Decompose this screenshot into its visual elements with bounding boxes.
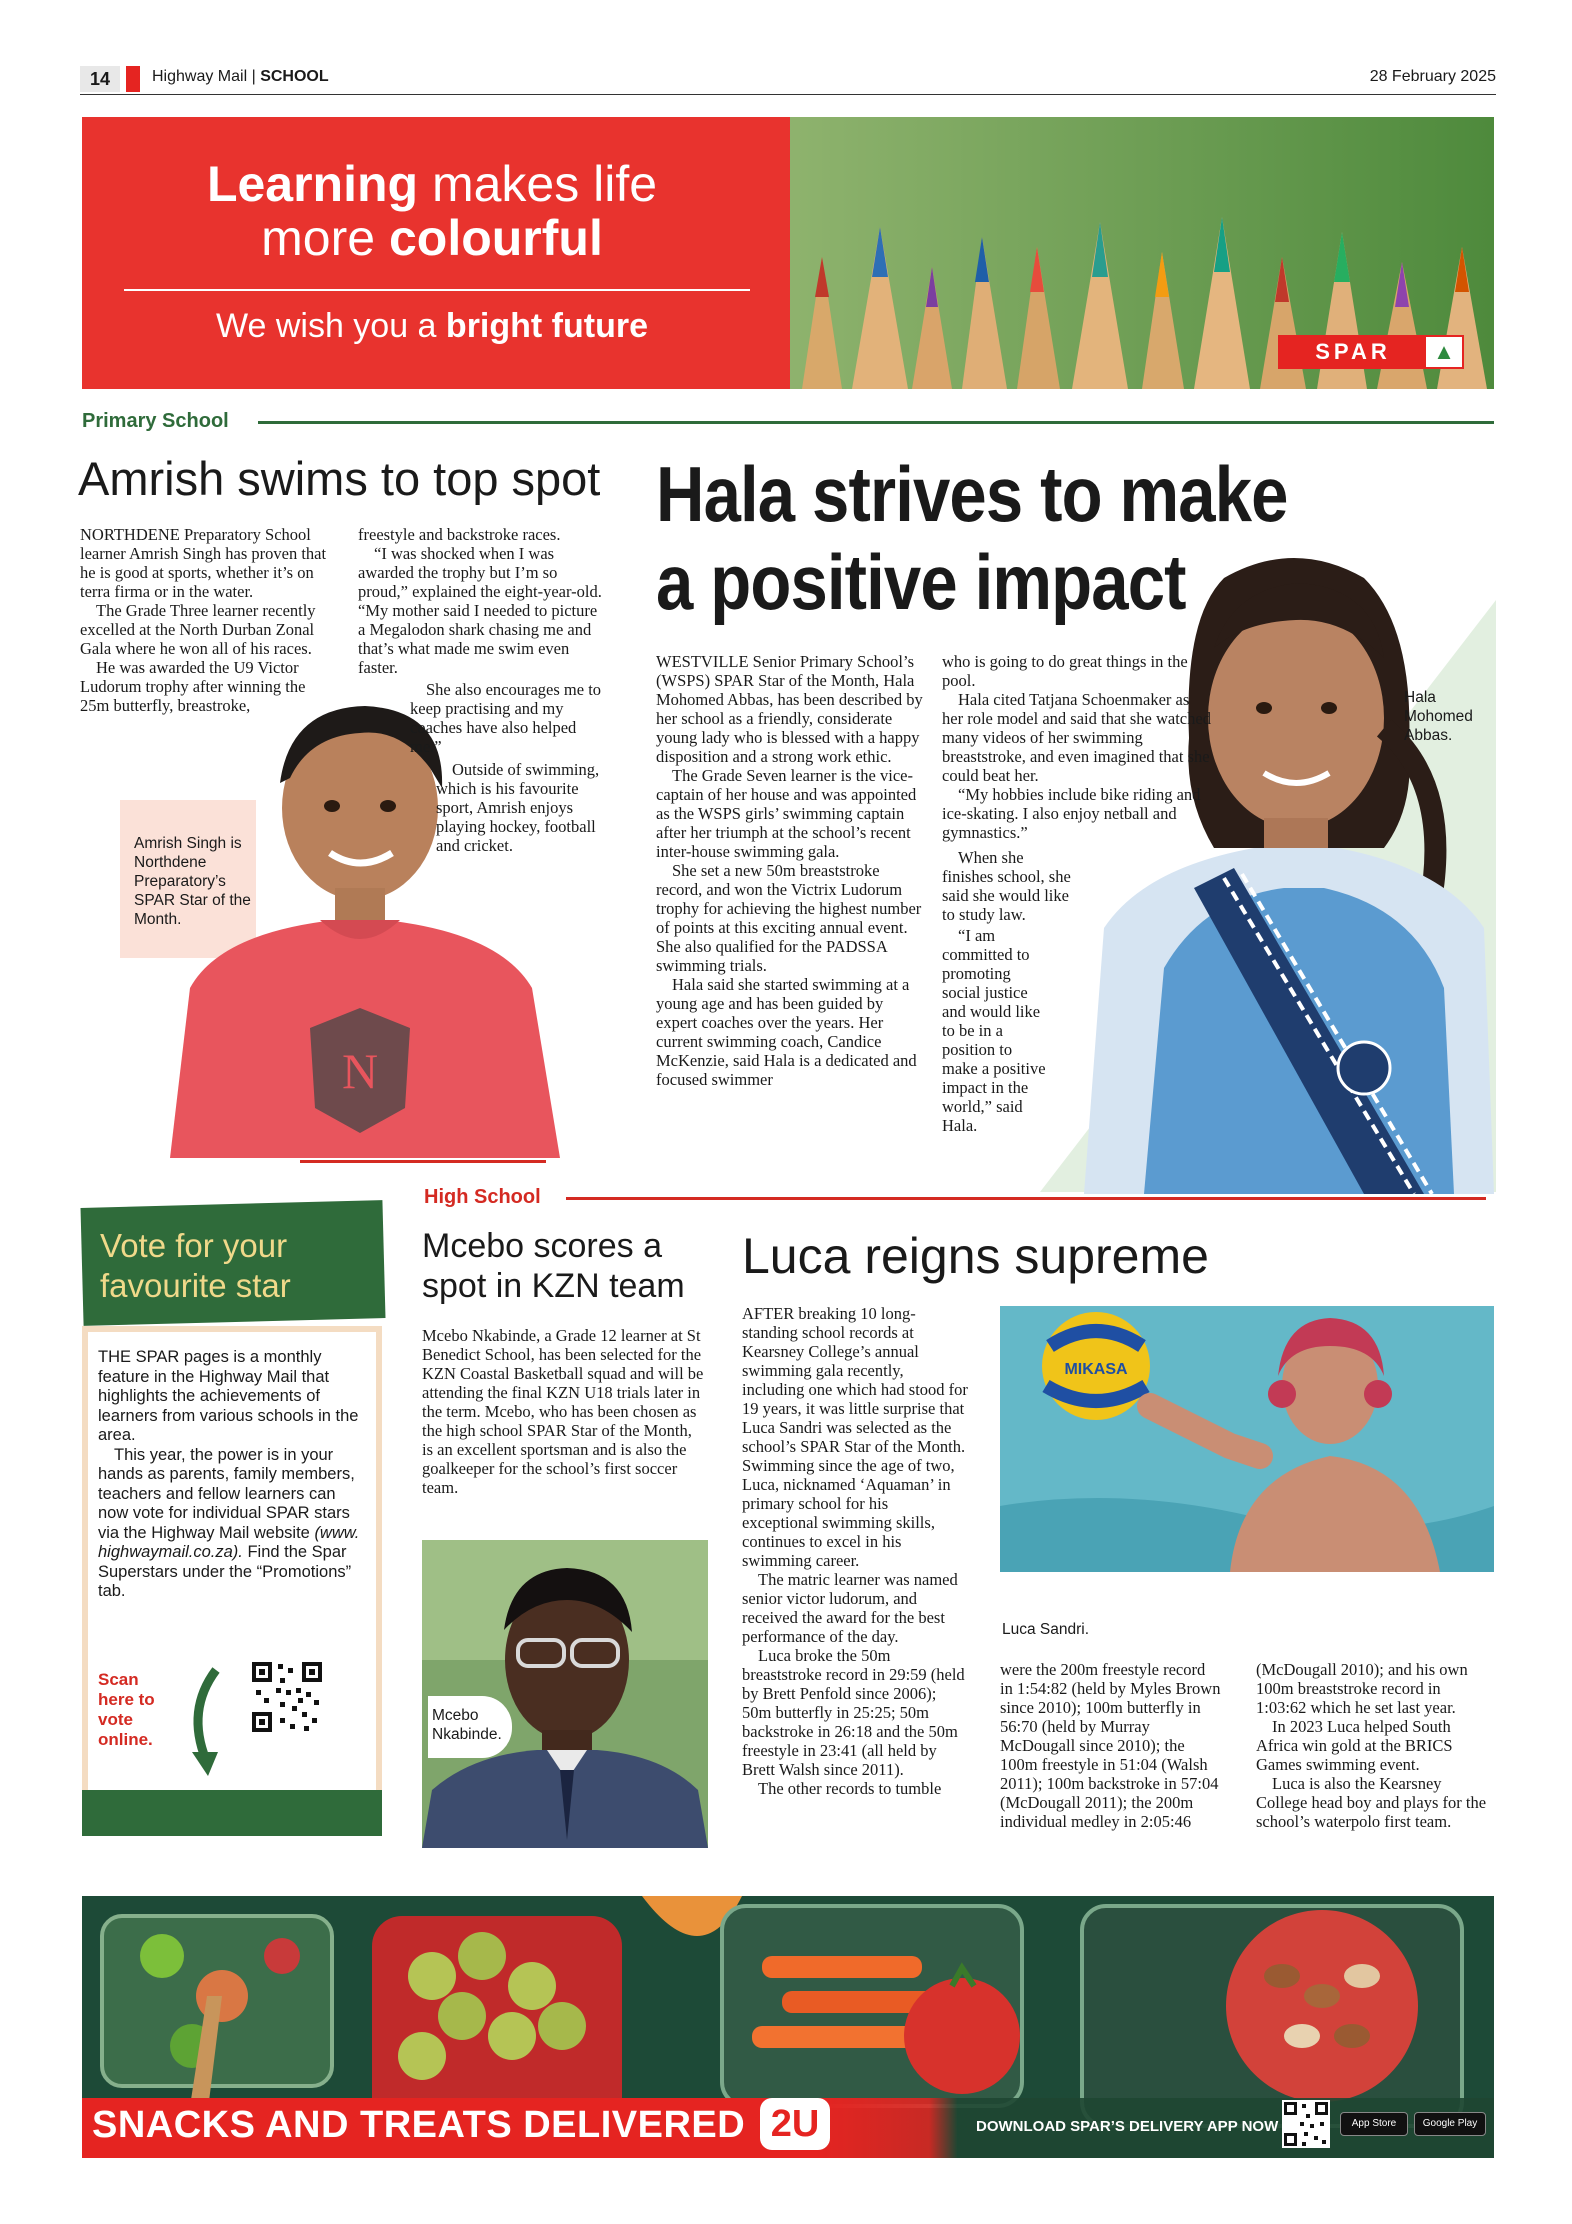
mcebo-photo [422, 1540, 708, 1848]
vote-para2 [98, 1446, 368, 1602]
vote-para2-b: Find the Spar Superstars under the “Promotions” tab. [98, 1543, 352, 1600]
amrish-col2-cont [410, 680, 606, 756]
spar-tree-icon: ▲ [1433, 339, 1455, 364]
banner-sub-bold: bright future [445, 307, 648, 345]
hala-col2-narrow [942, 848, 1072, 924]
spar-logo-text: SPAR [1280, 337, 1426, 367]
vote-para2-a: This year, the power is in your hands as parents, family members, teachers and fellow learners can now vote for individual SPAR stars via the Highway Mail website [98, 1445, 355, 1542]
vote-box-footer [82, 1790, 382, 1836]
amrish-p5: “I was shocked when I was awarded the trophy but I’m so proud,” explained the eight-year-old. “My mother said I needed to picture a Megalodon shark chasing me and that’s what made me swim even faster. [358, 544, 602, 677]
luca-photo [1000, 1306, 1494, 1572]
luca-p2: The matric learner was named senior victor ludorum, and received the award for the best performance of the day. [742, 1570, 958, 1646]
luca-col2 [1000, 1660, 1222, 1831]
banner-line1-rest: makes life [418, 156, 658, 212]
vote-qr-code[interactable] [250, 1660, 324, 1734]
section-label-high: High School [424, 1186, 541, 1208]
banner-subline [122, 307, 742, 346]
amrish-headline: Amrish swims to top spot [78, 452, 601, 505]
google-play-button[interactable]: Google Play [1414, 2112, 1486, 2136]
luca-p3: Luca broke the 50m breaststroke record in 29:59 (held by Brett Penfold since 2006); 50m butterfly in 25:25; 50m backstroke in 26:18 and the 50m freestyle in 23:41 (all held by Brett Walsh since 2011). [742, 1646, 965, 1779]
app-store-button[interactable]: App Store [1340, 2112, 1408, 2136]
vote-body [98, 1348, 368, 1602]
amrish-col2-end [436, 760, 606, 855]
spar-banner-ad[interactable] [82, 117, 1494, 389]
app-qr-code[interactable] [1282, 2100, 1330, 2148]
luca-p5: were the 200m freestyle record in 1:54:82 (held by Myles Brown since 2010); 100m butterfly in 56:70 (held by Murray McDougall since 2010); the 100m freestyle in 51:04 (Walsh 2011); 100m backstroke in 57:04 (McDougall 2011); the 200m individual medley in 2:05:46 [1000, 1660, 1221, 1831]
hala-p9: “I am committed to promoting social justice and would like to be in a position to make a positive impact in the world,” said Hala. [942, 926, 1046, 1135]
amrish-p6: She also encourages me to keep practising and my coaches have also helped me.” [410, 680, 602, 756]
section-rule-primary [258, 421, 1494, 424]
banner-line2-bold: colourful [388, 210, 603, 266]
publication-name: Highway Mail [152, 68, 248, 85]
page-marker [126, 66, 140, 92]
hala-col2-end [942, 926, 1050, 1135]
spar-logo [1278, 335, 1464, 369]
luca-col3 [1256, 1660, 1492, 1831]
page-number: 14 [80, 66, 120, 92]
hala-col1 [656, 652, 928, 1089]
mcebo-headline: Mcebo scores a spot in KZN team [422, 1227, 685, 1305]
amrish-p3: He was awarded the U9 Victor Ludorum trophy after winning the 25m butterfly, breastroke, [80, 658, 306, 715]
banner-line2-rest: more [261, 210, 389, 266]
luca-p8: Luca is also the Kearsney College head boy and plays for the school’s waterpolo first team. [1256, 1774, 1487, 1831]
2u-badge: 2U [760, 2098, 830, 2150]
luca-p1: AFTER breaking 10 long-standing school records at Kearsney College’s annual swimming gala recently, including one which had stood for 19 years, it was little surprise that Luca Sandri was selected as the school’s SPAR Star of the Month. Swimming since the age of two, Luca, nicknamed ‘Aquaman’ in primary school for his exceptional swimming skills, continues to excel in his swimming career. [742, 1304, 968, 1570]
ball-text: MIKASA [1064, 1361, 1128, 1378]
issue-date: 28 February 2025 [1369, 68, 1496, 85]
hala-p7: “My hobbies include bike riding and ice-skating. I also enjoy netball and gymnastics.” [942, 785, 1201, 842]
luca-p7: In 2023 Luca helped South Africa win gold at the BRICS Games swimming event. [1256, 1717, 1453, 1774]
amrish-p1: NORTHDENE Preparatory School learner Amrish Singh has proven that he is good at sports, whether it’s on terra firma or in the water. [80, 525, 327, 601]
vote-link[interactable]: (www. highwaymail.co.za). [98, 1523, 360, 1561]
mcebo-caption: Mcebo Nkabinde. [432, 1707, 502, 1743]
hala-p5: who is going to do great things in the pool. [942, 652, 1188, 690]
amrish-col2 [358, 525, 606, 677]
mcebo-p1: Mcebo Nkabinde, a Grade 12 learner at St Benedict School, has been selected for the KZN Coastal Basketball squad and will be attending the final KZN U18 trials later in the term. Mcebo, who has been chosen as the high school SPAR Star of the Month, is an excellent sportsman and is also the goalkeeper for the school’s first soccer team. [422, 1326, 704, 1497]
hala-p8: When she finishes school, she said she would like to study law. [942, 848, 1071, 924]
vote-para1: THE SPAR pages is a monthly feature in the Highway Mail that highlights the achievements of learners from various schools in the area. [98, 1348, 359, 1444]
amrish-col1 [80, 525, 328, 715]
hala-p2: The Grade Seven learner is the vice-captain of her house and was appointed as the WSPS girls’ swimming captain after her triumph at the school’s recent inter-house swimming gala. [656, 766, 917, 861]
hala-caption: Hala Mohomed Abbas. [1404, 689, 1473, 744]
luca-p4: The other records to tumble [758, 1779, 942, 1798]
luca-col1 [742, 1304, 968, 1798]
hala-p6: Hala cited Tatjana Schoenmaker as her role model and said that she watched many videos of her swimming breaststroke, and even imagined that she could beat her. [942, 690, 1211, 785]
banner-headline [122, 157, 742, 265]
hala-p4: Hala said she started swimming at a young age and has been guided by expert coaches over the years. Her current swimming coach, Candice McKenzie, said Hala is a dedicated and focused swimmer [656, 975, 917, 1089]
banner-divider [124, 289, 750, 291]
publication-title: Highway Mail | SCHOOL [152, 68, 329, 85]
luca-caption: Luca Sandri. [1002, 1621, 1090, 1638]
section-rule-high [566, 1197, 1486, 1200]
mcebo-body [422, 1326, 704, 1497]
amrish-p4: freestyle and backstroke races. [358, 525, 561, 544]
banner-sub-rest: We wish you a [216, 307, 446, 345]
download-app-text: DOWNLOAD SPAR’S DELIVERY APP NOW [976, 2118, 1279, 2135]
hala-p1: WESTVILLE Senior Primary School’s (WSPS) SPAR Star of the Month, Hala Mohomed Abbas, has been described by her school as a friendly, considerate young lady who is blessed with a happy disposition and a strong work ethic. [656, 652, 923, 766]
svg-text:N: N [341, 1043, 379, 1099]
header-rule [80, 94, 1496, 95]
hala-headline-line1: Hala strives to make [656, 450, 1288, 538]
amrish-p7: Outside of swimming, which is his favourite sport, Amrish enjoys playing hockey, football and cricket. [436, 760, 600, 855]
hala-p3: She set a new 50m breaststroke record, and won the Victrix Ludorum trophy for achieving the highest number of points at this exciting annual event. She also qualified for the PADSSA swimming trials. [656, 861, 922, 975]
hala-photo [1084, 548, 1494, 1194]
banner-line1-bold: Learning [206, 156, 419, 212]
luca-p6: (McDougall 2010); and his own 100m breaststroke record in 1:03:62 which he set last year. [1256, 1660, 1468, 1717]
snacks-headline: SNACKS AND TREATS DELIVERED [92, 2104, 746, 2146]
section-name: SCHOOL [260, 68, 329, 85]
vote-title: Vote for your favourite star [100, 1227, 291, 1304]
hala-col2 [942, 652, 1212, 842]
section-label-primary: Primary School [82, 410, 229, 432]
amrish-caption: Amrish Singh is Northdene Preparatory’s SPAR Star of the Month. [134, 835, 251, 928]
curved-arrow-icon [176, 1660, 248, 1780]
vote-scan-text: Scan here to vote online. [98, 1670, 155, 1749]
luca-headline: Luca reigns supreme [742, 1228, 1209, 1284]
hala-headline-line2: a positive impact [656, 538, 1186, 626]
amrish-photo-rule [300, 1160, 546, 1163]
amrish-p2: The Grade Three learner recently excelled at the North Durban Zonal Gala where he won all of his races. [80, 601, 316, 658]
